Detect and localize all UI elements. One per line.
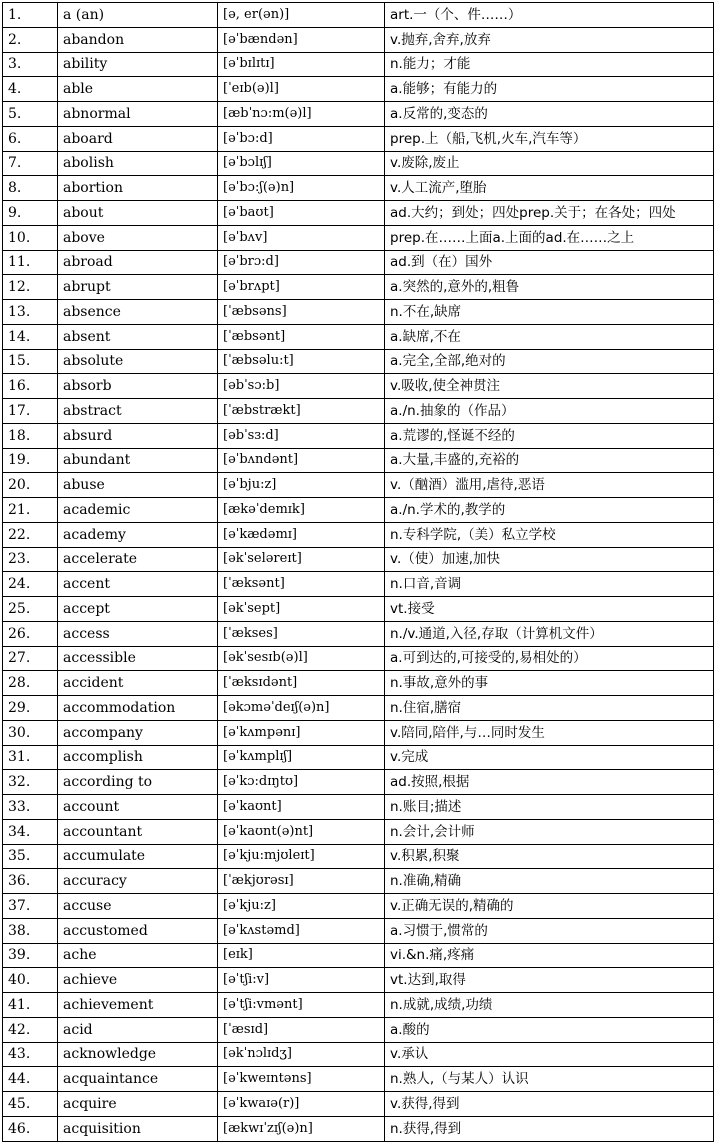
table-row	[3, 770, 714, 795]
english-word: abrupt	[58, 275, 218, 300]
phonetic-transcription: [ækwɪˈzɪʃ(ə)n]	[218, 1116, 385, 1141]
phonetic-transcription: [ˈæbsənt]	[218, 324, 385, 349]
english-word: absurd	[58, 423, 218, 448]
chinese-definition: n.能力；才能	[385, 52, 714, 77]
row-number: 3.	[3, 52, 58, 77]
row-number: 34.	[3, 819, 58, 844]
chinese-definition: n.事故,意外的事	[385, 671, 714, 696]
table-row	[3, 126, 714, 151]
chinese-definition: ad.到（在）国外	[385, 250, 714, 275]
chinese-definition: prep.在……上面a.上面的ad.在……之上	[385, 225, 714, 250]
table-row	[3, 646, 714, 671]
row-number: 32.	[3, 770, 58, 795]
table-row	[3, 374, 714, 399]
english-word: abuse	[58, 473, 218, 498]
row-number: 43.	[3, 1042, 58, 1067]
phonetic-transcription: [əˈbʌndənt]	[218, 448, 385, 473]
phonetic-transcription: [əˈbɔ:ʃ(ə)n]	[218, 176, 385, 201]
table-row	[3, 77, 714, 102]
row-number: 24.	[3, 572, 58, 597]
english-word: accompany	[58, 720, 218, 745]
english-word: account	[58, 795, 218, 820]
english-word: abroad	[58, 250, 218, 275]
table-row	[3, 3, 714, 28]
chinese-definition: v.陪同,陪伴,与…同时发生	[385, 720, 714, 745]
chinese-definition: v.抛弃,舍弃,放弃	[385, 27, 714, 52]
english-word: aboard	[58, 126, 218, 151]
phonetic-transcription: [əˈkweɪntəns]	[218, 1067, 385, 1092]
english-word: accommodation	[58, 696, 218, 721]
table-row	[3, 918, 714, 943]
phonetic-transcription: [əˈbʌv]	[218, 225, 385, 250]
table-row	[3, 745, 714, 770]
phonetic-transcription: [əˈbɪlɪtɪ]	[218, 52, 385, 77]
english-word: ache	[58, 943, 218, 968]
english-word: accept	[58, 597, 218, 622]
table-row	[3, 943, 714, 968]
table-row	[3, 1116, 714, 1141]
phonetic-transcription: [əˈkju:mjʊleɪt]	[218, 844, 385, 869]
english-word: accent	[58, 572, 218, 597]
chinese-definition: n.住宿,膳宿	[385, 696, 714, 721]
row-number: 23.	[3, 547, 58, 572]
chinese-definition: n.不在,缺席	[385, 300, 714, 325]
english-word: achieve	[58, 968, 218, 993]
table-row	[3, 102, 714, 127]
row-number: 42.	[3, 1017, 58, 1042]
english-word: academy	[58, 522, 218, 547]
phonetic-transcription: [ˈæksənt]	[218, 572, 385, 597]
chinese-definition: n.准确,精确	[385, 869, 714, 894]
row-number: 28.	[3, 671, 58, 696]
table-row	[3, 671, 714, 696]
english-word: accomplish	[58, 745, 218, 770]
table-row	[3, 597, 714, 622]
english-word: about	[58, 201, 218, 226]
chinese-definition: n.账目;描述	[385, 795, 714, 820]
table-row	[3, 1042, 714, 1067]
row-number: 31.	[3, 745, 58, 770]
row-number: 26.	[3, 621, 58, 646]
row-number: 16.	[3, 374, 58, 399]
row-number: 46.	[3, 1116, 58, 1141]
chinese-definition: prep.上（船,飞机,火车,汽车等）	[385, 126, 714, 151]
phonetic-transcription: [əbˈsɜ:d]	[218, 423, 385, 448]
table-row	[3, 275, 714, 300]
table-row	[3, 522, 714, 547]
phonetic-transcription: [əˈtʃi:v]	[218, 968, 385, 993]
row-number: 40.	[3, 968, 58, 993]
chinese-definition: vt.接受	[385, 597, 714, 622]
chinese-definition: a.酸的	[385, 1017, 714, 1042]
row-number: 6.	[3, 126, 58, 151]
english-word: academic	[58, 498, 218, 523]
english-word: absent	[58, 324, 218, 349]
chinese-definition: n.获得,得到	[385, 1116, 714, 1141]
chinese-definition: n.熟人,（与某人）认识	[385, 1067, 714, 1092]
row-number: 5.	[3, 102, 58, 127]
chinese-definition: a.习惯于,惯常的	[385, 918, 714, 943]
row-number: 1.	[3, 3, 58, 28]
phonetic-transcription: [ˈæbsəlu:t]	[218, 349, 385, 374]
table-row	[3, 349, 714, 374]
phonetic-transcription: [ˈæbsəns]	[218, 300, 385, 325]
phonetic-transcription: [əˈbrʌpt]	[218, 275, 385, 300]
table-row	[3, 52, 714, 77]
english-word: acknowledge	[58, 1042, 218, 1067]
english-word: access	[58, 621, 218, 646]
english-word: accident	[58, 671, 218, 696]
phonetic-transcription: [əbˈsɔ:b]	[218, 374, 385, 399]
row-number: 11.	[3, 250, 58, 275]
english-word: accumulate	[58, 844, 218, 869]
chinese-definition: a.缺席,不在	[385, 324, 714, 349]
english-word: a (an)	[58, 3, 218, 28]
phonetic-transcription: [ˈækses]	[218, 621, 385, 646]
table-row	[3, 1067, 714, 1092]
english-word: absorb	[58, 374, 218, 399]
chinese-definition: a./n.抽象的（作品）	[385, 399, 714, 424]
chinese-definition: v.人工流产,堕胎	[385, 176, 714, 201]
phonetic-transcription: [əˈkædəmɪ]	[218, 522, 385, 547]
chinese-definition: n.口音,音调	[385, 572, 714, 597]
phonetic-transcription: [əˈkʌmplɪʃ]	[218, 745, 385, 770]
row-number: 9.	[3, 201, 58, 226]
table-row	[3, 720, 714, 745]
phonetic-transcription: [əˈtʃi:vmənt]	[218, 993, 385, 1018]
table-row	[3, 621, 714, 646]
english-word: acid	[58, 1017, 218, 1042]
table-row	[3, 498, 714, 523]
table-row	[3, 225, 714, 250]
row-number: 33.	[3, 795, 58, 820]
phonetic-transcription: [əˈkaʊnt(ə)nt]	[218, 819, 385, 844]
table-row	[3, 1092, 714, 1117]
table-row	[3, 795, 714, 820]
english-word: accelerate	[58, 547, 218, 572]
row-number: 30.	[3, 720, 58, 745]
row-number: 18.	[3, 423, 58, 448]
row-number: 20.	[3, 473, 58, 498]
phonetic-transcription: [əkˈsept]	[218, 597, 385, 622]
row-number: 19.	[3, 448, 58, 473]
table-row	[3, 300, 714, 325]
english-word: abstract	[58, 399, 218, 424]
chinese-definition: art.一（个、件……）	[385, 3, 714, 28]
chinese-definition: v.获得,得到	[385, 1092, 714, 1117]
chinese-definition: ad.按照,根据	[385, 770, 714, 795]
row-number: 44.	[3, 1067, 58, 1092]
table-row	[3, 572, 714, 597]
row-number: 36.	[3, 869, 58, 894]
vocabulary-table	[2, 2, 714, 1142]
table-row	[3, 1017, 714, 1042]
chinese-definition: n.成就,成绩,功绩	[385, 993, 714, 1018]
row-number: 8.	[3, 176, 58, 201]
english-word: achievement	[58, 993, 218, 1018]
chinese-definition: a./n.学术的,教学的	[385, 498, 714, 523]
english-word: accuse	[58, 894, 218, 919]
phonetic-transcription: [eɪk]	[218, 943, 385, 968]
phonetic-transcription: [əˈbrɔ:d]	[218, 250, 385, 275]
english-word: above	[58, 225, 218, 250]
phonetic-transcription: [ˈeɪb(ə)l]	[218, 77, 385, 102]
chinese-definition: v.承认	[385, 1042, 714, 1067]
row-number: 38.	[3, 918, 58, 943]
row-number: 39.	[3, 943, 58, 968]
row-number: 12.	[3, 275, 58, 300]
row-number: 29.	[3, 696, 58, 721]
row-number: 41.	[3, 993, 58, 1018]
english-word: abundant	[58, 448, 218, 473]
chinese-definition: v.（酗酒）滥用,虐待,恶语	[385, 473, 714, 498]
phonetic-transcription: [ækəˈdemɪk]	[218, 498, 385, 523]
table-row	[3, 324, 714, 349]
chinese-definition: a.反常的,变态的	[385, 102, 714, 127]
row-number: 45.	[3, 1092, 58, 1117]
row-number: 21.	[3, 498, 58, 523]
english-word: accustomed	[58, 918, 218, 943]
table-row	[3, 894, 714, 919]
chinese-definition: v.完成	[385, 745, 714, 770]
chinese-definition: a.突然的,意外的,粗鲁	[385, 275, 714, 300]
table-row	[3, 473, 714, 498]
chinese-definition: n.会计,会计师	[385, 819, 714, 844]
phonetic-transcription: [ˈæksɪdənt]	[218, 671, 385, 696]
row-number: 17.	[3, 399, 58, 424]
table-row	[3, 399, 714, 424]
phonetic-transcription: [əˈbændən]	[218, 27, 385, 52]
chinese-definition: a.大量,丰盛的,充裕的	[385, 448, 714, 473]
english-word: accessible	[58, 646, 218, 671]
phonetic-transcription: [əˈkju:z]	[218, 894, 385, 919]
row-number: 2.	[3, 27, 58, 52]
row-number: 14.	[3, 324, 58, 349]
english-word: accuracy	[58, 869, 218, 894]
row-number: 35.	[3, 844, 58, 869]
chinese-definition: v.（使）加速,加快	[385, 547, 714, 572]
phonetic-transcription: [əˈkʌmpənɪ]	[218, 720, 385, 745]
english-word: acquaintance	[58, 1067, 218, 1092]
row-number: 13.	[3, 300, 58, 325]
chinese-definition: a.荒谬的,怪诞不经的	[385, 423, 714, 448]
chinese-definition: v.正确无误的,精确的	[385, 894, 714, 919]
table-row	[3, 423, 714, 448]
table-row	[3, 968, 714, 993]
phonetic-transcription: [əˈkɔ:dɪŋtʊ]	[218, 770, 385, 795]
chinese-definition: vt.达到,取得	[385, 968, 714, 993]
phonetic-transcription: [ə, er(ən)]	[218, 3, 385, 28]
row-number: 4.	[3, 77, 58, 102]
chinese-definition: v.吸收,使全神贯注	[385, 374, 714, 399]
english-word: absence	[58, 300, 218, 325]
english-word: accountant	[58, 819, 218, 844]
row-number: 10.	[3, 225, 58, 250]
chinese-definition: v.废除,废止	[385, 151, 714, 176]
chinese-definition: n./v.通道,入径,存取（计算机文件）	[385, 621, 714, 646]
english-word: acquire	[58, 1092, 218, 1117]
phonetic-transcription: [əˈbɔlɪʃ]	[218, 151, 385, 176]
english-word: ability	[58, 52, 218, 77]
english-word: according to	[58, 770, 218, 795]
table-row	[3, 176, 714, 201]
table-row	[3, 27, 714, 52]
chinese-definition: v.积累,积聚	[385, 844, 714, 869]
table-row	[3, 250, 714, 275]
chinese-definition: vi.&n.痛,疼痛	[385, 943, 714, 968]
table-row	[3, 151, 714, 176]
phonetic-transcription: [əkˈsesɪb(ə)l]	[218, 646, 385, 671]
chinese-definition: ad.大约；到处；四处prep.关于；在各处；四处	[385, 201, 714, 226]
vocabulary-table-body	[3, 3, 714, 1142]
chinese-definition: n.专科学院,（美）私立学校	[385, 522, 714, 547]
phonetic-transcription: [əˈkwaɪə(r)]	[218, 1092, 385, 1117]
phonetic-transcription: [æbˈnɔ:m(ə)l]	[218, 102, 385, 127]
phonetic-transcription: [ˈæbstrækt]	[218, 399, 385, 424]
english-word: abortion	[58, 176, 218, 201]
table-row	[3, 201, 714, 226]
english-word: absolute	[58, 349, 218, 374]
table-row	[3, 819, 714, 844]
row-number: 27.	[3, 646, 58, 671]
phonetic-transcription: [əˈkaʊnt]	[218, 795, 385, 820]
row-number: 37.	[3, 894, 58, 919]
row-number: 7.	[3, 151, 58, 176]
table-row	[3, 869, 714, 894]
table-row	[3, 993, 714, 1018]
chinese-definition: a.可到达的,可接受的,易相处的）	[385, 646, 714, 671]
table-row	[3, 547, 714, 572]
phonetic-transcription: [əkˈseləreɪt]	[218, 547, 385, 572]
row-number: 15.	[3, 349, 58, 374]
phonetic-transcription: [əkɔməˈdeɪʃ(ə)n]	[218, 696, 385, 721]
row-number: 22.	[3, 522, 58, 547]
phonetic-transcription: [əˈbaʊt]	[218, 201, 385, 226]
english-word: able	[58, 77, 218, 102]
chinese-definition: a.能够；有能力的	[385, 77, 714, 102]
table-row	[3, 844, 714, 869]
phonetic-transcription: [əkˈnɔlɪdʒ]	[218, 1042, 385, 1067]
row-number: 25.	[3, 597, 58, 622]
english-word: abnormal	[58, 102, 218, 127]
phonetic-transcription: [əˈbɔ:d]	[218, 126, 385, 151]
phonetic-transcription: [ˈæsɪd]	[218, 1017, 385, 1042]
table-row	[3, 696, 714, 721]
english-word: acquisition	[58, 1116, 218, 1141]
english-word: abolish	[58, 151, 218, 176]
english-word: abandon	[58, 27, 218, 52]
phonetic-transcription: [əˈbju:z]	[218, 473, 385, 498]
phonetic-transcription: [əˈkʌstəmd]	[218, 918, 385, 943]
chinese-definition: a.完全,全部,绝对的	[385, 349, 714, 374]
table-row	[3, 448, 714, 473]
phonetic-transcription: [ˈækjʊrəsɪ]	[218, 869, 385, 894]
